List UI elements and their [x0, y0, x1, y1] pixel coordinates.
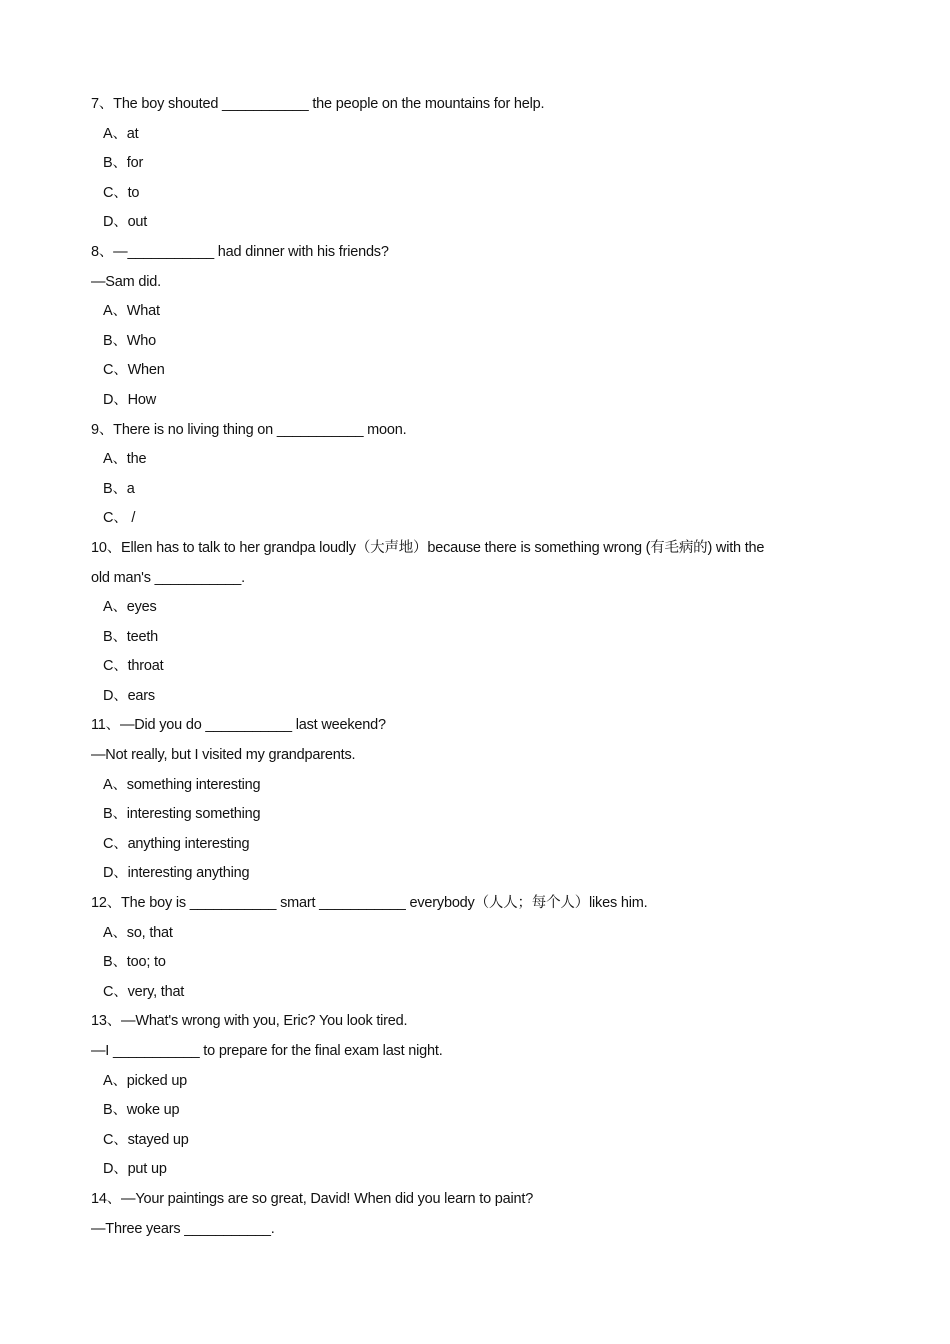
answer-option: D、How	[103, 391, 156, 408]
answer-option: B、Who	[103, 332, 156, 349]
answer-option: B、woke up	[103, 1102, 180, 1119]
answer-option: B、for	[103, 155, 144, 172]
question-stem-line: 12、The boy is ___________ smart ___________ everybody（人人；每个人）likes him.	[91, 895, 648, 912]
question-10	[91, 534, 861, 712]
question-9	[91, 416, 861, 534]
answer-option: B、interesting something	[103, 806, 261, 823]
answer-option: B、a	[103, 480, 135, 497]
answer-option: C、anything interesting	[103, 835, 250, 852]
question-stem-line: 7、The boy shouted ___________ the people on the mountains for help.	[91, 96, 545, 112]
question-13	[91, 1007, 861, 1185]
answer-option: C、 /	[103, 510, 136, 527]
answer-option: D、interesting anything	[103, 865, 250, 882]
answer-option: D、out	[103, 214, 148, 231]
answer-option: C、very, that	[103, 983, 185, 1000]
answer-option: A、something interesting	[103, 776, 261, 793]
question-stem-line: 9、There is no living thing on ___________ moon.	[91, 421, 407, 438]
answer-option: C、to	[103, 184, 140, 201]
question-stem-line: —Sam did.	[91, 273, 161, 290]
answer-option: A、at	[103, 125, 139, 142]
answer-option: A、so, that	[103, 924, 173, 941]
question-stem-line: 8、—___________ had dinner with his friends?	[91, 243, 389, 260]
answer-option: A、picked up	[103, 1072, 188, 1089]
answer-option: D、ears	[103, 687, 155, 704]
answer-option: C、When	[103, 362, 165, 379]
question-7	[91, 90, 861, 238]
question-11	[91, 711, 861, 889]
question-stem-line: 13、—What's wrong with you, Eric? You look tired.	[91, 1013, 408, 1030]
question-stem-line: 10、Ellen has to talk to her grandpa loudly（大声地）because there is something wrong (有毛病的) with the	[91, 539, 765, 556]
question-12	[91, 889, 861, 1007]
question-stem-line: —Three years ___________.	[91, 1220, 275, 1237]
answer-option: A、What	[103, 303, 160, 320]
question-stem-line: —I ___________ to prepare for the final exam last night.	[91, 1043, 443, 1059]
question-stem-line: old man's ___________.	[91, 569, 245, 586]
answer-option: B、teeth	[103, 628, 159, 645]
question-stem-line: 11、—Did you do ___________ last weekend?	[91, 717, 386, 734]
worksheet-document	[91, 90, 861, 1244]
answer-option: C、throat	[103, 658, 164, 675]
answer-option: B、too; to	[103, 954, 166, 971]
answer-option: D、put up	[103, 1161, 167, 1178]
question-8	[91, 238, 861, 416]
answer-option: A、the	[103, 451, 147, 468]
question-14	[91, 1185, 861, 1244]
question-stem-line: —Not really, but I visited my grandparents.	[91, 747, 356, 764]
answer-option: A、eyes	[103, 599, 157, 616]
question-stem-line: 14、—Your paintings are so great, David! When did you learn to paint?	[91, 1190, 534, 1207]
answer-option: C、stayed up	[103, 1131, 189, 1148]
